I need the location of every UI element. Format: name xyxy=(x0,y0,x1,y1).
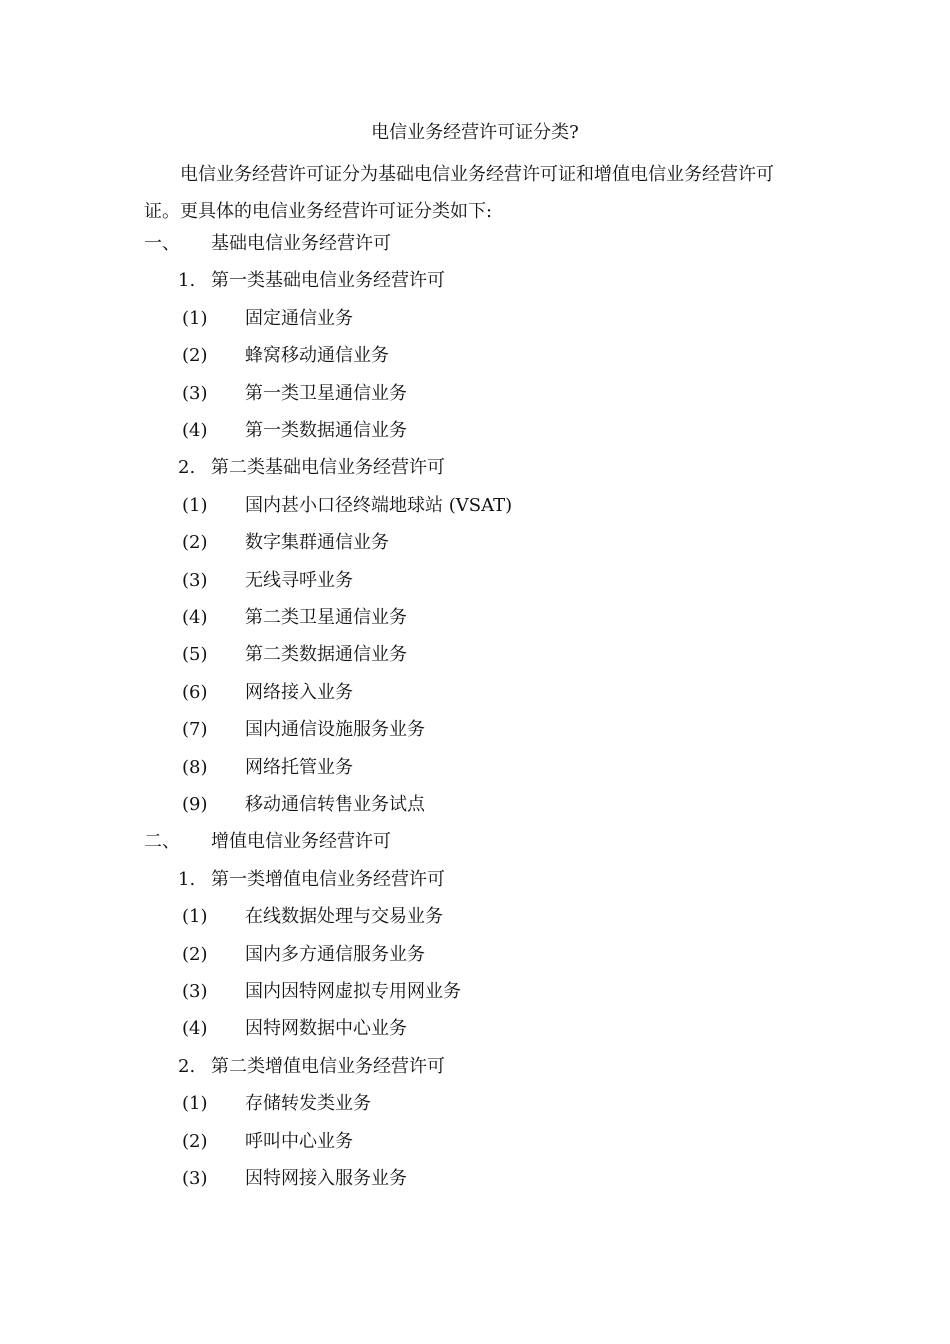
list-item-label: 第二类数据通信业务 xyxy=(245,644,407,666)
subsection-heading-number: 2. xyxy=(178,1055,196,1077)
list-item-label: 固定通信业务 xyxy=(245,307,353,329)
list-item-number: (4) xyxy=(182,1018,208,1040)
list-item-number: (3) xyxy=(182,1168,208,1189)
list-item-label: 国内多方通信服务业务 xyxy=(245,943,425,965)
list-item-number: (5) xyxy=(182,644,208,666)
list-item-number: (9) xyxy=(182,794,208,815)
list-item-label: 存储转发类业务 xyxy=(245,1093,371,1115)
list-item-label: 因特网数据中心业务 xyxy=(245,1018,407,1040)
list-item-number: (3) xyxy=(182,382,208,404)
list-item-number: (7) xyxy=(182,719,208,741)
list-item-number: (3) xyxy=(182,569,208,591)
subsection-heading-label: 第一类基础电信业务经营许可 xyxy=(211,270,445,292)
section-heading-number: 二、 xyxy=(144,831,180,853)
list-item-number: (3) xyxy=(182,981,208,1002)
list-item-number: (1) xyxy=(182,1093,208,1115)
list-item-number: (2) xyxy=(182,1130,208,1152)
subsection-heading-label: 第二类基础电信业务经营许可 xyxy=(211,457,445,479)
list-item-number: (2) xyxy=(182,345,208,367)
subsection-heading-number: 2. xyxy=(178,457,196,479)
list-item-number: (6) xyxy=(182,681,208,703)
list-item-label: 国内因特网虚拟专用网业务 xyxy=(245,981,461,1002)
document-title: 电信业务经营许可证分类? xyxy=(371,122,579,143)
section-heading-number: 一、 xyxy=(144,233,180,254)
subsection-heading-number: 1. xyxy=(178,270,196,292)
list-item-label: 在线数据处理与交易业务 xyxy=(245,906,443,928)
list-item-number: (2) xyxy=(182,532,208,554)
subsection-heading-label: 第二类增值电信业务经营许可 xyxy=(211,1055,445,1077)
list-item-label: 数字集群通信业务 xyxy=(245,532,389,554)
list-item-number: (2) xyxy=(182,943,208,965)
list-item-label: 蜂窝移动通信业务 xyxy=(245,345,389,367)
subsection-heading-number: 1. xyxy=(178,868,196,890)
list-item-number: (1) xyxy=(182,307,208,329)
section-heading-label: 基础电信业务经营许可 xyxy=(211,233,391,254)
list-item-label: 网络托管业务 xyxy=(245,756,353,778)
list-item-label: 国内通信设施服务业务 xyxy=(245,719,425,741)
section-heading-label: 增值电信业务经营许可 xyxy=(211,831,391,853)
list-item-label: 呼叫中心业务 xyxy=(245,1130,353,1152)
list-item-number: (4) xyxy=(182,607,208,628)
intro-paragraph: 电信业务经营许可证分为基础电信业务经营许可证和增值电信业务经营许可证。更具体的电信业务经营许可证分类如下: xyxy=(144,164,774,222)
list-item-number: (1) xyxy=(182,494,208,516)
list-item-number: (1) xyxy=(182,906,208,928)
list-item-label: 国内甚小口径终端地球站 (VSAT) xyxy=(245,494,513,516)
list-item-label: 因特网接入服务业务 xyxy=(245,1168,407,1189)
list-item-label: 第一类卫星通信业务 xyxy=(245,382,407,404)
list-item-label: 无线寻呼业务 xyxy=(245,569,353,591)
list-item-label: 网络接入业务 xyxy=(245,681,353,703)
list-item-label: 移动通信转售业务试点 xyxy=(245,794,425,815)
list-item-number: (4) xyxy=(182,420,208,441)
list-item-number: (8) xyxy=(182,756,208,778)
list-item-label: 第二类卫星通信业务 xyxy=(245,607,407,628)
subsection-heading-label: 第一类增值电信业务经营许可 xyxy=(211,868,445,890)
list-item-label: 第一类数据通信业务 xyxy=(245,420,407,441)
